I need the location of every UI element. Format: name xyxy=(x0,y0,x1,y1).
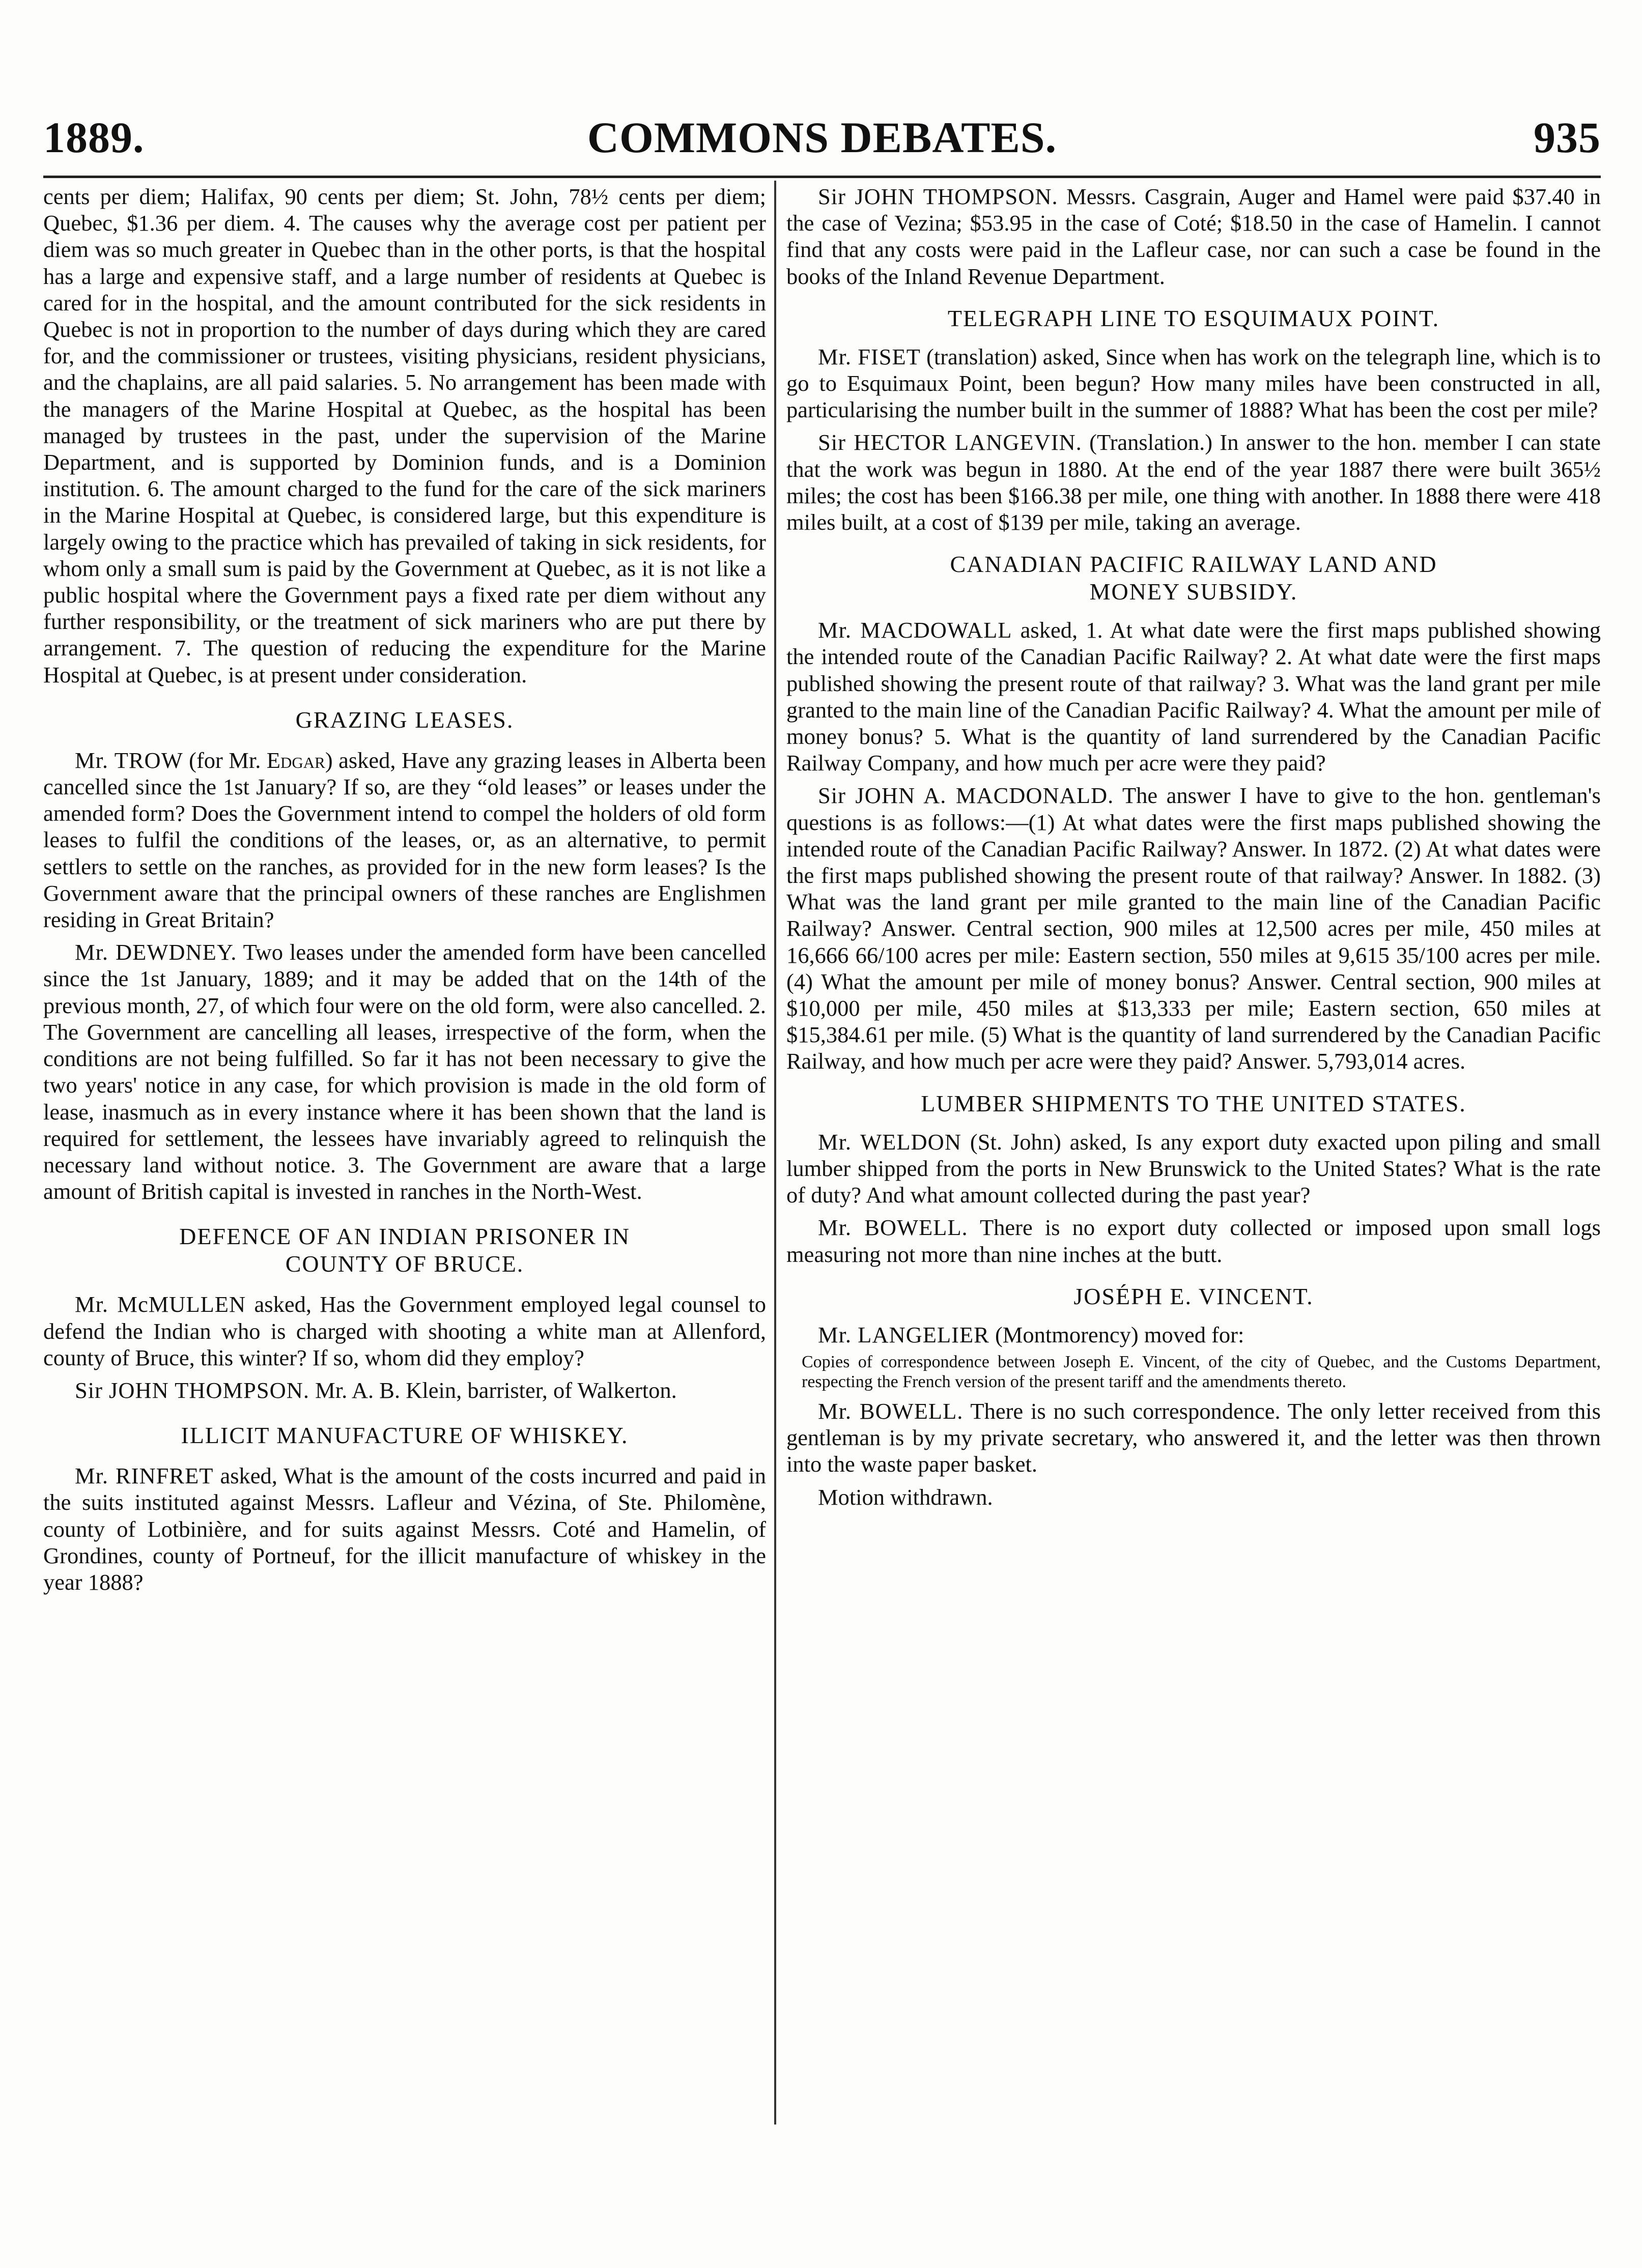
speaker-name: Mr. FISET xyxy=(818,343,921,369)
speaker-name: Sir JOHN A. MACDONALD. xyxy=(818,783,1114,809)
grazing-answer xyxy=(43,939,766,1204)
question-text: asked, Have any grazing leases in Alberta been cancelled since the 1st January? If so, are they “old leases” or leases under the amended form? Does the Government intend to compel the holders of old form leases to fulfil the conditions of the leases, or, as an alternative, to permit settlers to settle on the ranches, as provided for in the new form leases? Is the Government aware that the principal owners of these ranches are Englishmen residing in Great Britain? xyxy=(43,747,766,933)
cpr-question xyxy=(786,617,1601,776)
answer-text: Mr. A. B. Klein, barrister, of Walkerton. xyxy=(315,1377,677,1403)
answer-text: There is no export duty collected or imposed upon small logs measuring not more than nine inches at the butt. xyxy=(786,1215,1601,1267)
section-heading-defence-indian-prisoner xyxy=(43,1223,766,1278)
heading-line: DEFENCE OF AN INDIAN PRISONER IN xyxy=(179,1223,630,1250)
telegraph-question xyxy=(786,343,1601,423)
defence-answer xyxy=(43,1377,766,1403)
vincent-motion xyxy=(786,1322,1601,1348)
cpr-answer xyxy=(786,782,1601,1074)
grazing-question xyxy=(43,747,766,933)
section-heading-lumber-shipments: LUMBER SHIPMENTS TO THE UNITED STATES. xyxy=(921,1090,1466,1116)
motion-detail: Copies of correspondence between Joseph E. Vincent, of the city of Quebec, and the Customs Department, respecting the French version of the present tariff and the amendments thereto. xyxy=(802,1352,1601,1391)
speaker-name: Mr. MACDOWALL xyxy=(818,617,1012,643)
heading-line: COUNTY OF BRUCE. xyxy=(285,1251,524,1277)
answer-text: There is no such correspondence. The only letter received from this gentleman is by my private secretary, who answered it, and the letter was then thrown into the waste paper basket. xyxy=(786,1398,1601,1477)
speaker-name: Sir JOHN THOMPSON. xyxy=(75,1377,310,1403)
speaker-name: Mr. RINFRET xyxy=(75,1463,214,1489)
marine-hospital-answer-continued: cents per diem; Halifax, 90 cents per diem; St. John, 78½ cents per diem; Quebec, $1.36 per diem. 4. The causes why the average cost per patient per diem was so much greater in Quebec than in the other ports, is that the hospital has a large and expensive staff, and a large number of residents at Quebec is cared for in the hospital, and the amount contributed for the sick residents in Quebec is not in proportion to the number of days during which they are cared for, and the commissioner or trustees, visiting physicians, resident physicians, and the chaplains, are all paid salaries. 5. No arrangement has been made with the managers of the Marine Hospital at Quebec, as the hospital has been managed by trustees in the past, under the supervision of the Marine Department, and is supported by Dominion funds, and is a Dominion institution. 6. The amount charged to the fund for the care of the sick mariners in the Marine Hospital at Quebec, is considered large, but this expenditure is largely owing to the practice which has prevailed of taking in sick residents, for whom only a small sum is paid by the Government at Quebec, as it is not like a public hospital where the Government pays a fixed rate per diem without any further responsibility, or the treatment of sick mariners who are put there by arrangement. 7. The question of reducing the expenditure for the Marine Hospital at Quebec, is at present under consideration. xyxy=(43,184,766,687)
speaker-for-name: Edgar xyxy=(266,747,325,773)
question-text: asked, 1. At what date were the first maps published showing the intended route of the Canadian Pacific Railway? 2. At what date were the first maps published showing the present route of that railway? 3. What was the land grant per mile granted to the main line of the Canadian Pacific Railway? 4. What the amount per mile of money bonus? 5. What is the quantity of land surrendered by the Canadian Pacific Railway Company, and how much per acre were they paid? xyxy=(786,617,1601,776)
defence-question xyxy=(43,1291,766,1371)
speaker-name: Mr. McMULLEN xyxy=(75,1291,246,1317)
header-year: 1889. xyxy=(43,113,145,162)
page-header xyxy=(43,109,1601,165)
speaker-name: Mr. TROW xyxy=(75,747,183,773)
heading-line: CANADIAN PACIFIC RAILWAY LAND AND xyxy=(950,551,1437,578)
section-heading-grazing-leases: GRAZING LEASES. xyxy=(295,706,514,733)
header-rule xyxy=(43,176,1601,178)
page-number: 935 xyxy=(1534,113,1601,162)
speaker-name: Mr. DEWDNEY. xyxy=(75,939,237,965)
whiskey-question xyxy=(43,1462,766,1595)
speaker-name: Mr. LANGELIER xyxy=(818,1322,989,1347)
heading-line: MONEY SUBSIDY. xyxy=(1089,579,1298,605)
publication-title: COMMONS DEBATES. xyxy=(587,113,1057,162)
speaker-for-open: (for Mr. xyxy=(189,747,261,773)
answer-text: (Translation.) In answer to the hon. member I can state that the work was begun in 1880. At the end of the year 1887 there were built 365½ miles; the cost has been $166.38 per mile, one thing with another. In 1888 there were 418 miles built, at a cost of $139 per mile, taking an average. xyxy=(786,429,1601,535)
question-text: (St. John) asked, Is any export duty exacted upon piling and small lumber shipped from the ports in New Brunswick to the United States? What is the rate of duty? And what amount collected during the past year? xyxy=(786,1129,1601,1208)
speaker-name: Mr. BOWELL. xyxy=(818,1398,964,1424)
whiskey-answer xyxy=(786,183,1601,290)
section-heading-cpr-subsidy xyxy=(786,551,1601,606)
speaker-for-close: ) xyxy=(325,747,333,773)
question-text: (translation) asked, Since when has work on the telegraph line, which is to go to Esquimaux Point, been begun? How many miles have been constructed in all, particularising the number built in the summer of 1888? What has been the cost per mile? xyxy=(786,343,1601,423)
vincent-answer xyxy=(786,1398,1601,1478)
section-heading-illicit-whiskey: ILLICIT MANUFACTURE OF WHISKEY. xyxy=(181,1422,629,1449)
speaker-name: Mr. WELDON xyxy=(818,1129,961,1155)
telegraph-answer xyxy=(786,429,1601,535)
left-column xyxy=(43,183,766,1595)
section-heading-telegraph-line: TELEGRAPH LINE TO ESQUIMAUX POINT. xyxy=(947,305,1440,331)
question-text: asked, Has the Government employed legal counsel to defend the Indian who is charged with shooting a white man at Allenford, county of Bruce, this winter? If so, whom did they employ? xyxy=(43,1291,767,1370)
answer-text: Messrs. Casgrain, Auger and Hamel were paid $37.40 in the case of Vezina; $53.95 in the case of Coté; $18.50 in the case of Hamelin. I cannot find that any costs were paid in the Lafleur case, nor can such a case be found in the books of the Inland Revenue Department. xyxy=(786,184,1601,289)
answer-text: Two leases under the amended form have been cancelled since the 1st January, 1889; and it may be added that on the 14th of the previous month, 27, of which four were on the old form, were also cancelled. 2. The Government are cancelling all leases, irrespective of the form, when the conditions are not being fulfilled. So far it has not been necessary to give the two years' notice in any case, for which provision is made in the old form of lease, inasmuch as in every instance where it has been shown that the land is required for settlement, the lessees have invariably agreed to relinquish the necessary land without notice. 3. The Government are aware that a large amount of British capital is invested in ranches in the North-West. xyxy=(43,939,767,1204)
motion-text: (Montmorency) moved for: xyxy=(995,1322,1244,1347)
speaker-name: Sir HECTOR LANGEVIN. xyxy=(818,429,1082,455)
speaker-name: Sir JOHN THOMPSON. xyxy=(818,184,1058,209)
question-text: asked, What is the amount of the costs incurred and paid in the suits instituted against Messrs. Lafleur and Vézina, of Ste. Philomène, county of Lotbinière, and for suits against Messrs. Coté and Hamelin, of Grondines, county of Portneuf, for the illicit manufacture of whiskey in the year 1888? xyxy=(43,1463,766,1595)
right-column xyxy=(786,183,1601,1510)
lumber-answer xyxy=(786,1214,1601,1267)
speaker-name: Mr. BOWELL. xyxy=(818,1215,968,1241)
answer-text: The answer I have to give to the hon. gentleman's questions is as follows:—(1) At what dates were the first maps published showing the intended route of the Canadian Pacific Railway? Answer. In 1872. (2) At what dates were the first maps published showing the present route of that railway? Answer. In 1882. (3) What was the land grant per mile granted to the main line of the Canadian Pacific Railway? Answer. Central section, 900 miles at 12,500 acres per mile, 450 miles at 16,666 66/100 acres per mile: Eastern section, 550 miles at 9,615 35/100 acres per mile. (4) What the amount per mile of money bonus? Answer. Central section, 900 miles at $10,000 per mile, 450 miles at $13,333 per mile; Eastern section, 650 miles at $15,384.61 per mile. (5) What is the quantity of land surrendered by the Canadian Pacific Railway, and how much per acre were they paid? Answer. 5,793,014 acres. xyxy=(786,783,1601,1074)
column-divider xyxy=(774,181,776,2125)
section-heading-joseph-vincent: JOSÉPH E. VINCENT. xyxy=(1073,1283,1314,1309)
motion-withdrawn: Motion withdrawn. xyxy=(818,1484,993,1510)
lumber-question xyxy=(786,1129,1601,1209)
